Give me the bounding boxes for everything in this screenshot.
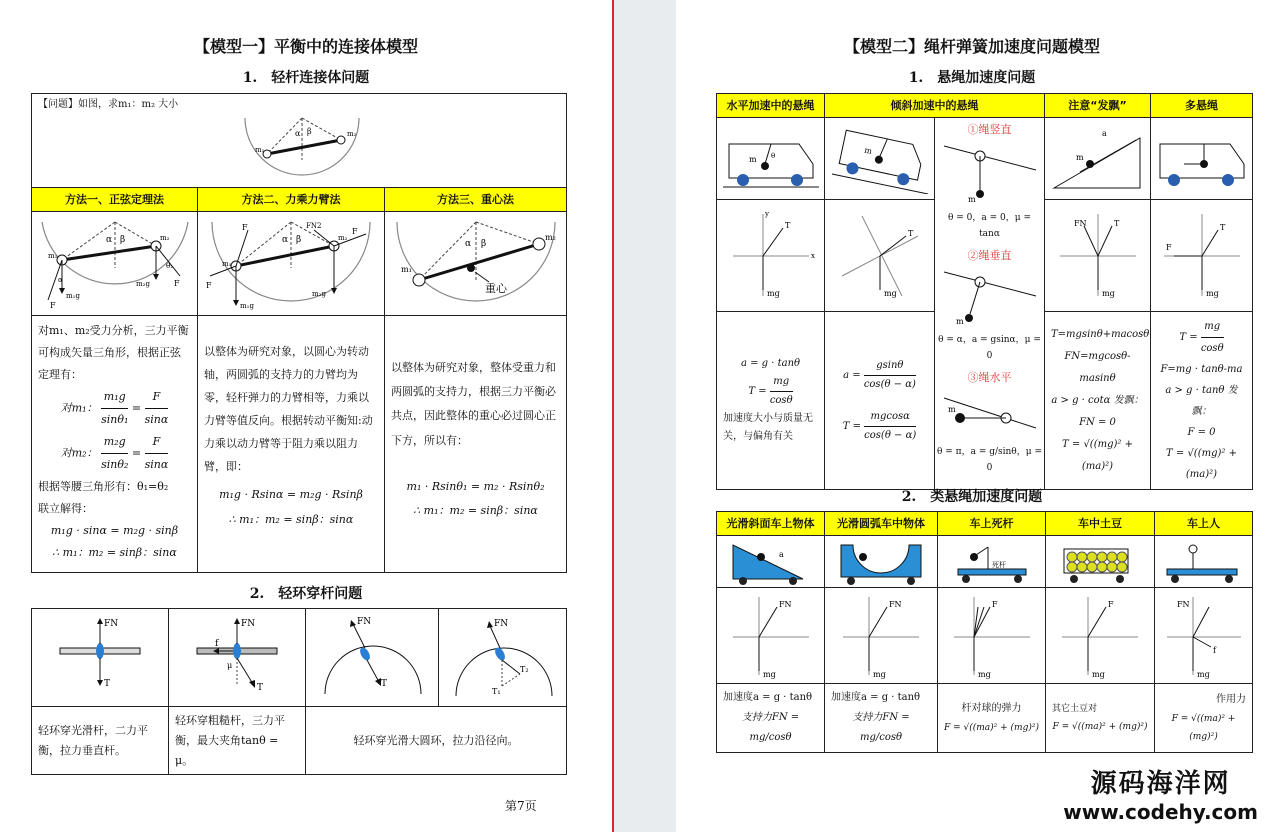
quasi-header-1: 光滑斜面车上物体 bbox=[717, 512, 825, 536]
right-section1-heading: 1. 悬绳加速度问题 bbox=[908, 70, 1036, 86]
svg-text:F: F bbox=[206, 280, 212, 290]
left-page-title: 【模型一】平衡中的连接体模型 bbox=[193, 37, 418, 56]
svg-text:mg: mg bbox=[1205, 288, 1219, 298]
float-incline-figure bbox=[1050, 124, 1146, 194]
method3-text: 以整体为研究对象，整体受重力和两圆弧的支持力，根据三力平衡必共点，因此整体的重心必过圆心正下方，所以有： bbox=[391, 361, 556, 447]
svg-text:F: F bbox=[1165, 242, 1172, 252]
sine-rule-figure bbox=[36, 216, 194, 312]
svg-text:α: α bbox=[105, 234, 112, 245]
right-page-title: 【模型二】绳杆弹簧加速度问题模型 bbox=[843, 37, 1100, 56]
method1-text2: 根据等腰三角形有：θ₁=θ₂ bbox=[38, 480, 169, 493]
quasi-formula-5: 作用力 F = √((ma)² + (mg)²) bbox=[1155, 684, 1253, 753]
quasi-formula-1: 加速度a = g · tanθ 支持力FN = mg/cosθ bbox=[717, 684, 825, 753]
svg-text:mg: mg bbox=[762, 669, 776, 679]
page-gutter bbox=[612, 0, 676, 832]
smooth-rod-figure-cell bbox=[32, 609, 169, 707]
rope-header-4: 多悬绳 bbox=[1151, 94, 1253, 118]
center-of-mass-figure bbox=[389, 216, 563, 312]
svg-text:m: m bbox=[748, 154, 757, 164]
torque-figure-cell bbox=[198, 212, 385, 316]
svg-text:m: m bbox=[947, 405, 956, 415]
svg-text:m: m bbox=[967, 194, 976, 204]
method1-eq2: 对m₂： $\frac{\text{m₂g}}{\text{sinθ₂}}$ = $\frac{F}{\sin\alpha}$ bbox=[38, 431, 191, 476]
person-cart-figure bbox=[1155, 536, 1253, 588]
rope-header-2: 倾斜加速中的悬绳 bbox=[825, 94, 1045, 118]
svg-text:FN: FN bbox=[493, 618, 508, 629]
svg-text:m₁: m₁ bbox=[222, 259, 232, 268]
svg-text:m₁: m₁ bbox=[255, 146, 265, 154]
method-header-1: 方法一、正弦定理法 bbox=[32, 188, 198, 212]
svg-text:f: f bbox=[1212, 645, 1216, 655]
watermark-name: 源码海洋网 bbox=[1090, 769, 1231, 799]
float-incline-cell bbox=[1045, 118, 1151, 200]
svg-text:m: m bbox=[1075, 152, 1084, 162]
quasi-force-1 bbox=[717, 588, 825, 684]
rope-horizontal-figure bbox=[940, 388, 1040, 444]
svg-text:θ₂: θ₂ bbox=[165, 261, 173, 270]
svg-text:F: F bbox=[173, 278, 180, 288]
rope-col1-formulas: a = g · tanθ T = $\frac{mg}{\cos\theta}$ 加速度大小与质量无关，与偏角有关 bbox=[717, 312, 825, 490]
method3-eq2: ∴ m₁：m₂ = sinβ：sinα bbox=[413, 503, 538, 517]
svg-text:x: x bbox=[810, 251, 815, 260]
quasi-header-2: 光滑圆弧车中物体 bbox=[825, 512, 938, 536]
svg-text:T: T bbox=[907, 228, 913, 238]
rope-header-3: 注意“发飘” bbox=[1045, 94, 1151, 118]
quasi-header-5: 车上人 bbox=[1155, 512, 1253, 536]
ring-rod-table bbox=[31, 608, 567, 775]
svg-text:T: T bbox=[1113, 218, 1119, 228]
incline-cart-figure bbox=[717, 536, 825, 588]
truck-horizontal-cell bbox=[717, 118, 825, 200]
svg-text:α: α bbox=[295, 129, 301, 138]
method1-explanation bbox=[32, 316, 198, 573]
smooth-ring-figure bbox=[317, 614, 427, 702]
svg-text:θ: θ bbox=[770, 151, 775, 160]
svg-text:T: T bbox=[1219, 222, 1225, 232]
svg-text:mg: mg bbox=[1092, 669, 1105, 679]
force-diagram-2 bbox=[825, 200, 935, 312]
question-cell bbox=[32, 94, 567, 188]
quasi-header-3: 车上死杆 bbox=[938, 512, 1046, 536]
dead-rod-cart-figure bbox=[938, 536, 1046, 588]
svg-text:a: a bbox=[1101, 128, 1107, 138]
rope-perpendicular-figure bbox=[940, 266, 1040, 332]
svg-text:FN: FN bbox=[241, 618, 256, 629]
quasi-force-4 bbox=[1046, 588, 1155, 684]
svg-text:β: β bbox=[119, 234, 125, 245]
force-diagram-1 bbox=[717, 200, 825, 312]
truck-incline-figure bbox=[830, 124, 930, 194]
force-diagram-4 bbox=[1045, 200, 1151, 312]
svg-text:mg: mg bbox=[883, 288, 897, 298]
quasi-formula-2: 加速度a = g · tanθ 支持力FN = mg/cosθ bbox=[825, 684, 938, 753]
page-number: 第7页 bbox=[505, 799, 537, 813]
torque-figure bbox=[202, 216, 380, 312]
svg-text:β: β bbox=[307, 127, 312, 136]
svg-text:a: a bbox=[778, 549, 784, 559]
svg-text:α: α bbox=[282, 234, 289, 245]
method3-explanation bbox=[385, 316, 567, 573]
quasi-force-3 bbox=[938, 588, 1046, 684]
ring-text-big-ring: 轻环穿光滑大圆环，拉力沿径向。 bbox=[306, 707, 567, 775]
svg-text:FN2: FN2 bbox=[306, 221, 322, 230]
svg-text:m₂: m₂ bbox=[338, 233, 348, 242]
rough-rod-figure bbox=[187, 614, 287, 702]
site-watermark bbox=[1057, 761, 1264, 826]
method2-eq1: m₁g · Rsinα = m₂g · Rsinβ bbox=[219, 487, 363, 501]
truck-incline-cell bbox=[825, 118, 935, 200]
method-header-2: 方法二、力乘力臂法 bbox=[198, 188, 385, 212]
smooth-ring-figure-cell bbox=[306, 609, 439, 707]
svg-text:α: α bbox=[464, 238, 471, 249]
svg-text:m₂: m₂ bbox=[347, 130, 357, 138]
multi-rope-figure bbox=[1154, 124, 1250, 194]
truck-horizontal-figure bbox=[721, 124, 821, 194]
rod-connection-table bbox=[31, 93, 567, 573]
svg-text:m₁g: m₁g bbox=[65, 291, 80, 300]
rope-case-eq-1: θ = 0，a = 0，μ = tanα bbox=[947, 212, 1031, 239]
ring-text-rough-rod: 轻环穿粗糙杆，三力平衡，最大夹角tanθ = μ。 bbox=[169, 707, 306, 775]
method3-eq1: m₁ · Rsinθ₁ = m₂ · Rsinθ₂ bbox=[406, 479, 545, 493]
center-of-mass-label: 重心 bbox=[484, 281, 507, 295]
rope-col2-formulas: a = $\frac{gsin\theta}{\cos(\theta - \alpha)}$ T = $\frac{mgcos\alpha}{\cos(\theta - \alpha)}$ bbox=[825, 312, 935, 490]
force-diagram-5 bbox=[1151, 200, 1253, 312]
rope-vertical-figure bbox=[940, 140, 1040, 210]
svg-text:β: β bbox=[480, 238, 486, 249]
multi-rope-cell bbox=[1151, 118, 1253, 200]
method1-eq3: m₁g · sinα = m₂g · sinβ bbox=[50, 524, 179, 537]
center-of-mass-figure-cell bbox=[385, 212, 567, 316]
quasi-force-5 bbox=[1155, 588, 1253, 684]
svg-text:F: F bbox=[991, 599, 998, 609]
right-page bbox=[676, 0, 1268, 832]
svg-text:α: α bbox=[57, 275, 63, 284]
svg-text:m₁g: m₁g bbox=[240, 301, 254, 310]
svg-text:mg: mg bbox=[1101, 288, 1115, 298]
method2-eq2: ∴ m₁：m₂ = sinβ：sinα bbox=[228, 513, 354, 527]
quasi-header-4: 车中土豆 bbox=[1046, 512, 1155, 536]
quasi-formula-3: 杆对球的弹力 F = √((ma)² + (mg)²) bbox=[938, 684, 1046, 753]
arc-cart-figure bbox=[825, 536, 938, 588]
method2-explanation bbox=[198, 316, 385, 573]
svg-text:m₂g: m₂g bbox=[312, 289, 326, 298]
sine-rule-figure-cell bbox=[32, 212, 198, 316]
svg-text:f: f bbox=[215, 638, 219, 649]
svg-text:m₂g: m₂g bbox=[135, 279, 150, 288]
rope-col4-formulas: T=mgsinθ+macosθ FN=mgcosθ-masinθ a > g · cotα 发飘： FN = 0 T = √((mg)² + (ma)²) bbox=[1045, 312, 1151, 490]
svg-text:F: F bbox=[1108, 599, 1114, 609]
rough-ring-figure-cell bbox=[439, 609, 567, 707]
svg-text:FN: FN bbox=[1176, 599, 1190, 609]
bowl-rod-figure bbox=[237, 112, 367, 184]
rough-rod-figure-cell bbox=[169, 609, 306, 707]
quasi-formula-4: 其它土豆对 F = √((ma)² + (mg)²) bbox=[1046, 684, 1155, 753]
rope-case-eq-2: θ = α，a = gsinα，μ = 0 bbox=[938, 334, 1041, 362]
rough-ring-figure bbox=[448, 614, 558, 702]
svg-text:F: F bbox=[242, 222, 248, 232]
rope-col1-note: 加速度大小与质量无关，与偏角有关 bbox=[723, 413, 813, 442]
method1-text3: 联立解得： bbox=[38, 502, 93, 515]
method1-text1: 对m₁、m₂受力分析，三力平衡可构成矢量三角形，根据正弦定理有： bbox=[38, 324, 189, 381]
rope-case-label-3: ③绳水平 bbox=[967, 371, 1012, 385]
svg-text:FN: FN bbox=[104, 618, 119, 629]
svg-text:mg: mg bbox=[766, 288, 780, 298]
svg-text:mg: mg bbox=[1196, 669, 1210, 679]
svg-text:m₁: m₁ bbox=[47, 251, 57, 260]
left-page bbox=[0, 0, 612, 832]
svg-text:T₁: T₁ bbox=[491, 686, 501, 696]
smooth-rod-figure bbox=[50, 614, 150, 702]
method1-eq4: ∴ m₁：m₂ = sinβ：sinα bbox=[52, 546, 177, 559]
svg-text:F: F bbox=[352, 226, 358, 236]
dead-rod-label: 死杆 bbox=[991, 560, 1006, 569]
svg-text:m₂: m₂ bbox=[544, 232, 556, 242]
svg-text:T: T bbox=[381, 678, 388, 689]
svg-text:mg: mg bbox=[873, 669, 886, 679]
svg-text:m₂: m₂ bbox=[159, 233, 169, 242]
rope-case-label-2: ②绳垂直 bbox=[967, 249, 1012, 263]
svg-text:T: T bbox=[104, 678, 111, 689]
quasi-force-2 bbox=[825, 588, 938, 684]
left-section2-heading: 2. 轻环穿杆问题 bbox=[249, 586, 363, 602]
svg-text:μ: μ bbox=[227, 660, 233, 670]
svg-text:m: m bbox=[863, 145, 873, 156]
rope-header-1: 水平加速中的悬绳 bbox=[717, 94, 825, 118]
svg-text:FN: FN bbox=[778, 599, 792, 609]
rope-case-label-1: ①绳竖直 bbox=[967, 123, 1012, 136]
svg-text:y: y bbox=[764, 209, 769, 218]
left-section1-heading: 1. 轻杆连接体问题 bbox=[242, 70, 370, 86]
method1-eq1: 对m₁： $\frac{\text{m₁g}}{\text{sinθ₁}}$ = $\frac{F}{\sin\alpha}$ bbox=[38, 386, 191, 431]
svg-text:F: F bbox=[49, 300, 56, 310]
method2-text: 以整体为研究对象，以圆心为转动轴，两圆弧的支持力的力臂均为零，轻杆弹力的力臂相等，力乘以力臂等值反向。根据转动平衡知:动力乘以动力臂等于阻力乘以阻力臂，即： bbox=[204, 345, 373, 474]
svg-text:FN: FN bbox=[1073, 218, 1087, 228]
svg-text:FN: FN bbox=[357, 616, 372, 627]
rope-cases-cell bbox=[935, 118, 1045, 490]
method-header-3: 方法三、重心法 bbox=[385, 188, 567, 212]
svg-text:m₁: m₁ bbox=[400, 264, 412, 274]
svg-text:β: β bbox=[296, 234, 302, 245]
svg-text:mg: mg bbox=[977, 669, 991, 679]
quasi-rope-table bbox=[716, 511, 1253, 753]
rope-case-eq-3: θ = π，a = g/sinθ，μ = 0 bbox=[937, 447, 1042, 474]
potato-cart-figure bbox=[1046, 536, 1155, 588]
rope-acceleration-table bbox=[716, 93, 1253, 490]
svg-text:T: T bbox=[784, 220, 790, 230]
svg-text:T: T bbox=[257, 682, 264, 693]
svg-text:m: m bbox=[955, 316, 964, 326]
svg-text:FN: FN bbox=[889, 599, 902, 609]
svg-text:T₂: T₂ bbox=[519, 664, 529, 674]
right-section2-heading: 2. 类悬绳加速度问题 bbox=[901, 489, 1043, 505]
rope-col5-formulas: T = $\frac{mg}{\cos\theta}$ F=mg · tanθ-ma a > g · tanθ 发飘： F = 0 T = √((mg)² + (ma)²) bbox=[1151, 312, 1253, 490]
question-text: 【问题】如图，求m₁：m₂ 大小 bbox=[38, 99, 179, 110]
watermark-url: www.codehy.com bbox=[1063, 800, 1258, 824]
ring-text-smooth-rod: 轻环穿光滑杆，二力平衡，拉力垂直杆。 bbox=[32, 707, 169, 775]
